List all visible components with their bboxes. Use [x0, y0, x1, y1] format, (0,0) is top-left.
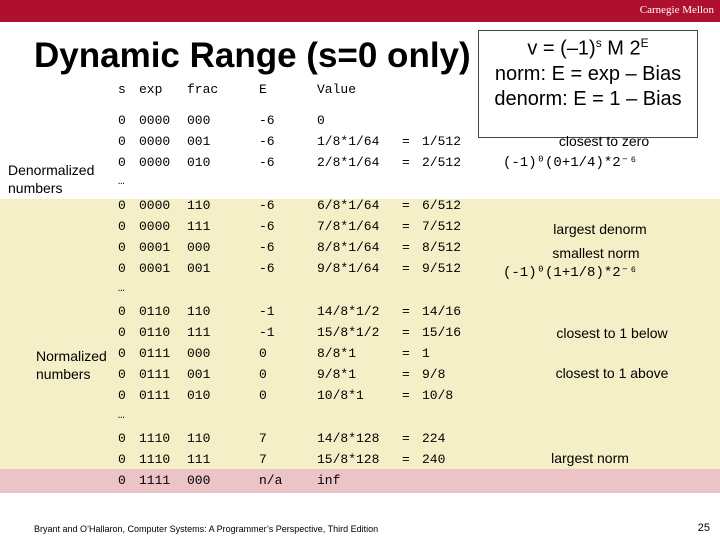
cell-result: 9/512	[422, 261, 462, 276]
cell-eq: =	[402, 240, 410, 255]
cell-value: 15/8*1/2	[317, 325, 380, 340]
cell-E: -1	[259, 304, 275, 319]
cell-E: -6	[259, 198, 275, 213]
cell-exp: 0000	[139, 198, 171, 213]
cell-E: 0	[259, 346, 267, 361]
cell-exp: 0000	[139, 134, 171, 149]
cell-frac: 110	[187, 431, 211, 446]
cell-s: 0	[118, 134, 126, 149]
cell-frac: 000	[187, 346, 211, 361]
cell-eq: =	[402, 155, 410, 170]
cell-exp: 1111	[139, 473, 171, 488]
cell-exp: 0111	[139, 367, 171, 382]
cell-exp: 0001	[139, 240, 171, 255]
cell-result: 224	[422, 431, 446, 446]
denormalized-label: Denormalized numbers	[8, 162, 95, 196]
note-largest-norm: largest norm	[551, 450, 629, 466]
page-number: 25	[697, 522, 710, 534]
cell-result: 1	[422, 346, 430, 361]
cell-s: …	[118, 410, 125, 422]
cell-s: 0	[118, 473, 126, 488]
cell-result: 10/8	[422, 388, 454, 403]
cell-value: 9/8*1	[317, 367, 357, 382]
cell-value: 8/8*1/64	[317, 240, 380, 255]
header-value: Value	[317, 82, 357, 97]
cell-value: 15/8*128	[317, 452, 380, 467]
formula-box	[478, 30, 698, 138]
header-s: s	[118, 82, 126, 97]
cell-result: 2/512	[422, 155, 462, 170]
header-bar	[0, 0, 720, 22]
cell-result: 8/512	[422, 240, 462, 255]
cell-s: 0	[118, 388, 126, 403]
note-closest-below: closest to 1 below	[556, 325, 668, 341]
cell-E: -6	[259, 261, 275, 276]
cell-E: -6	[259, 219, 275, 234]
cell-exp: 0111	[139, 346, 171, 361]
cell-eq: =	[402, 431, 410, 446]
cell-eq: =	[402, 388, 410, 403]
cell-value: 10/8*1	[317, 388, 364, 403]
cell-eq: =	[402, 198, 410, 213]
footer-citation: Bryant and O’Hallaron, Computer Systems: A Programmer’s Perspective, Third Edition	[34, 524, 379, 534]
cell-s: …	[118, 176, 125, 188]
cell-value: 0	[317, 113, 325, 128]
cell-eq: =	[402, 304, 410, 319]
cell-E: -1	[259, 325, 275, 340]
cell-exp: 0000	[139, 113, 171, 128]
cell-frac: 010	[187, 155, 211, 170]
cell-frac: 001	[187, 367, 211, 382]
cell-s: 0	[118, 198, 126, 213]
cell-result: 240	[422, 452, 446, 467]
cell-s: 0	[118, 240, 126, 255]
cell-value: 7/8*1/64	[317, 219, 380, 234]
formula-line-3: denorm: E = 1 – Bias	[494, 87, 682, 110]
cell-E: n/a	[259, 473, 283, 488]
expr-smallest-norm: (-1)⁰(1+1/8)*2⁻⁶	[503, 265, 638, 281]
cell-s: 0	[118, 367, 126, 382]
cell-eq: =	[402, 452, 410, 467]
cell-exp: 1110	[139, 452, 171, 467]
cell-frac: 110	[187, 304, 211, 319]
cell-value: 2/8*1/64	[317, 155, 380, 170]
cell-frac: 000	[187, 473, 211, 488]
cell-s: …	[118, 283, 125, 295]
cell-value: 6/8*1/64	[317, 198, 380, 213]
cell-E: -6	[259, 134, 275, 149]
note-smallest-norm: smallest norm	[552, 245, 640, 261]
cell-exp: 0001	[139, 261, 171, 276]
cell-value: 8/8*1	[317, 346, 357, 361]
cell-value: 14/8*128	[317, 431, 380, 446]
cell-s: 0	[118, 346, 126, 361]
normalized-label: Normalized numbers	[36, 348, 107, 382]
cell-exp: 0110	[139, 304, 171, 319]
cell-result: 1/512	[422, 134, 462, 149]
expr-closest-to-zero: (-1)⁰(0+1/4)*2⁻⁶	[503, 155, 638, 171]
header-frac: frac	[187, 82, 219, 97]
note-largest-denorm: largest denorm	[553, 221, 647, 237]
note-closest-above: closest to 1 above	[555, 365, 669, 381]
cell-exp: 0000	[139, 155, 171, 170]
cell-eq: =	[402, 367, 410, 382]
cell-value: inf	[317, 473, 341, 488]
header-E: E	[259, 82, 267, 97]
cell-result: 7/512	[422, 219, 462, 234]
cell-s: 0	[118, 452, 126, 467]
cell-frac: 010	[187, 388, 211, 403]
cell-frac: 111	[187, 452, 211, 467]
cell-value: 1/8*1/64	[317, 134, 380, 149]
cell-eq: =	[402, 325, 410, 340]
cell-s: 0	[118, 219, 126, 234]
cell-eq: =	[402, 134, 410, 149]
cell-frac: 000	[187, 113, 211, 128]
cell-E: 0	[259, 388, 267, 403]
cell-E: -6	[259, 240, 275, 255]
cell-E: -6	[259, 113, 275, 128]
cell-eq: =	[402, 346, 410, 361]
header-exp: exp	[139, 82, 163, 97]
cell-exp: 0110	[139, 325, 171, 340]
cell-frac: 001	[187, 261, 211, 276]
cell-s: 0	[118, 261, 126, 276]
cell-exp: 0111	[139, 388, 171, 403]
cell-eq: =	[402, 219, 410, 234]
cell-exp: 0000	[139, 219, 171, 234]
cell-result: 14/16	[422, 304, 462, 319]
cell-s: 0	[118, 113, 126, 128]
slide-title: Dynamic Range (s=0 only)	[34, 36, 471, 75]
cell-frac: 110	[187, 198, 211, 213]
cell-s: 0	[118, 325, 126, 340]
cell-s: 0	[118, 155, 126, 170]
cell-s: 0	[118, 304, 126, 319]
infinity-band	[0, 469, 720, 493]
note-closest-to-zero: closest to zero	[558, 133, 650, 149]
cell-E: 7	[259, 452, 267, 467]
cell-E: 7	[259, 431, 267, 446]
cell-frac: 000	[187, 240, 211, 255]
cell-exp: 1110	[139, 431, 171, 446]
cell-frac: 111	[187, 325, 211, 340]
cell-frac: 111	[187, 219, 211, 234]
cell-frac: 001	[187, 134, 211, 149]
formula-line-1: $v = (-1)^s$ M $2^E$	[527, 36, 649, 60]
cell-E: 0	[259, 367, 267, 382]
cell-E: -6	[259, 155, 275, 170]
cell-value: 14/8*1/2	[317, 304, 380, 319]
formula-line-2: norm: E = exp – Bias	[494, 62, 682, 85]
cell-s: 0	[118, 431, 126, 446]
cell-value: 9/8*1/64	[317, 261, 380, 276]
cell-eq: =	[402, 261, 410, 276]
brand-name: Carnegie Mellon	[639, 4, 714, 16]
cell-result: 9/8	[422, 367, 446, 382]
cell-result: 15/16	[422, 325, 462, 340]
cell-result: 6/512	[422, 198, 462, 213]
